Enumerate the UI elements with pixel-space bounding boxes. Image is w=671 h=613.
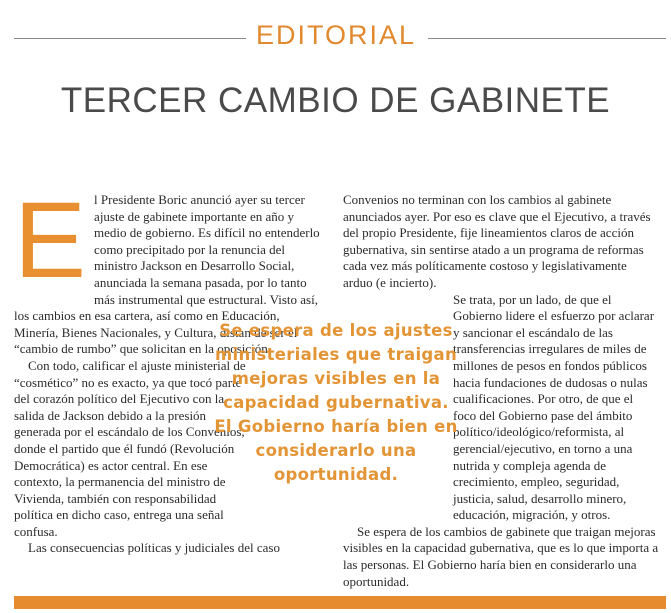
paragraph: Se espera de los cambios de gabinete que traigan mejoras visibles en la capacidad gubernativa, que es lo que importa a las personas. El Gobierno haría bien en considerarlo una oportunidad. [343,523,659,589]
paragraph: Las consecuencias políticas y judiciales del caso [28,540,280,556]
drop-cap: E [14,179,87,300]
section-label: EDITORIAL [255,20,417,50]
headline: TERCER CAMBIO DE GABINETE [60,81,611,120]
section-rule-left [14,38,246,39]
paragraph: Con todo, calificar el ajuste ministerial de “cosmético” no es exacto, ya que tocó parte del corazón político del Ejecutivo con la salida de Jackson debido a la presión generada por el escándalo de los Convenios, donde el partido que él fundó (Revolución Democrática) es actor central. En ese contexto, la permanencia del ministro de Vivienda, también con responsabilidad política en dicho caso, entrega una señal confusa. [14,357,246,539]
pull-quote: Se espera de los ajustes ministeriales que traigan mejoras visibles en la capacidad gubernativa. El Gobierno haría bien en considerarlo una oportunidad. [214,321,458,484]
section-rule-right [428,38,666,39]
bottom-accent-bar [14,596,666,609]
paragraph: l Presidente Boric anunció ayer su tercer ajuste de gabinete importante en año y medio de gobierno. Es difícil no entenderlo como precipitado por la renuncia del ministro Jackson en Desarrollo Social, anunciada la semana pasada, por lo tanto más instrumental que estructural. Visto así, los cambios en esa cartera, así como en Educación, Minería, Bienes Nacionales, y Cultura, distan de ser el “cambio de rumbo” que solicitan en la oposición. [14,192,320,357]
paragraph: Convenios no terminan con los cambios al gabinete anunciados ayer. Por eso es clave que el Ejecutivo, a través del propio Presidente, fije lineamientos claros de acción gubernativa, sin sentirse atado a un programa de reformas cada vez más políticamente costoso y legislativamente arduo (e incierto). [343,192,651,290]
paragraph: Se trata, por un lado, de que el Gobierno lidere el esfuerzo por aclarar y sancionar el escándalo de las transferencias irregulares de miles de millones de pesos en fondos públicos hacia fundaciones de dudosas o nulas cualificaciones. Por otro, de que el foco del Gobierno pase del ámbito político/ideológico/reformista, al gerencial/ejecutivo, en torno a una nutrida y compleja agenda de crecimiento, empleo, seguridad, justicia, salud, desarrollo minero, educación, migración, y otros. [453,291,655,523]
